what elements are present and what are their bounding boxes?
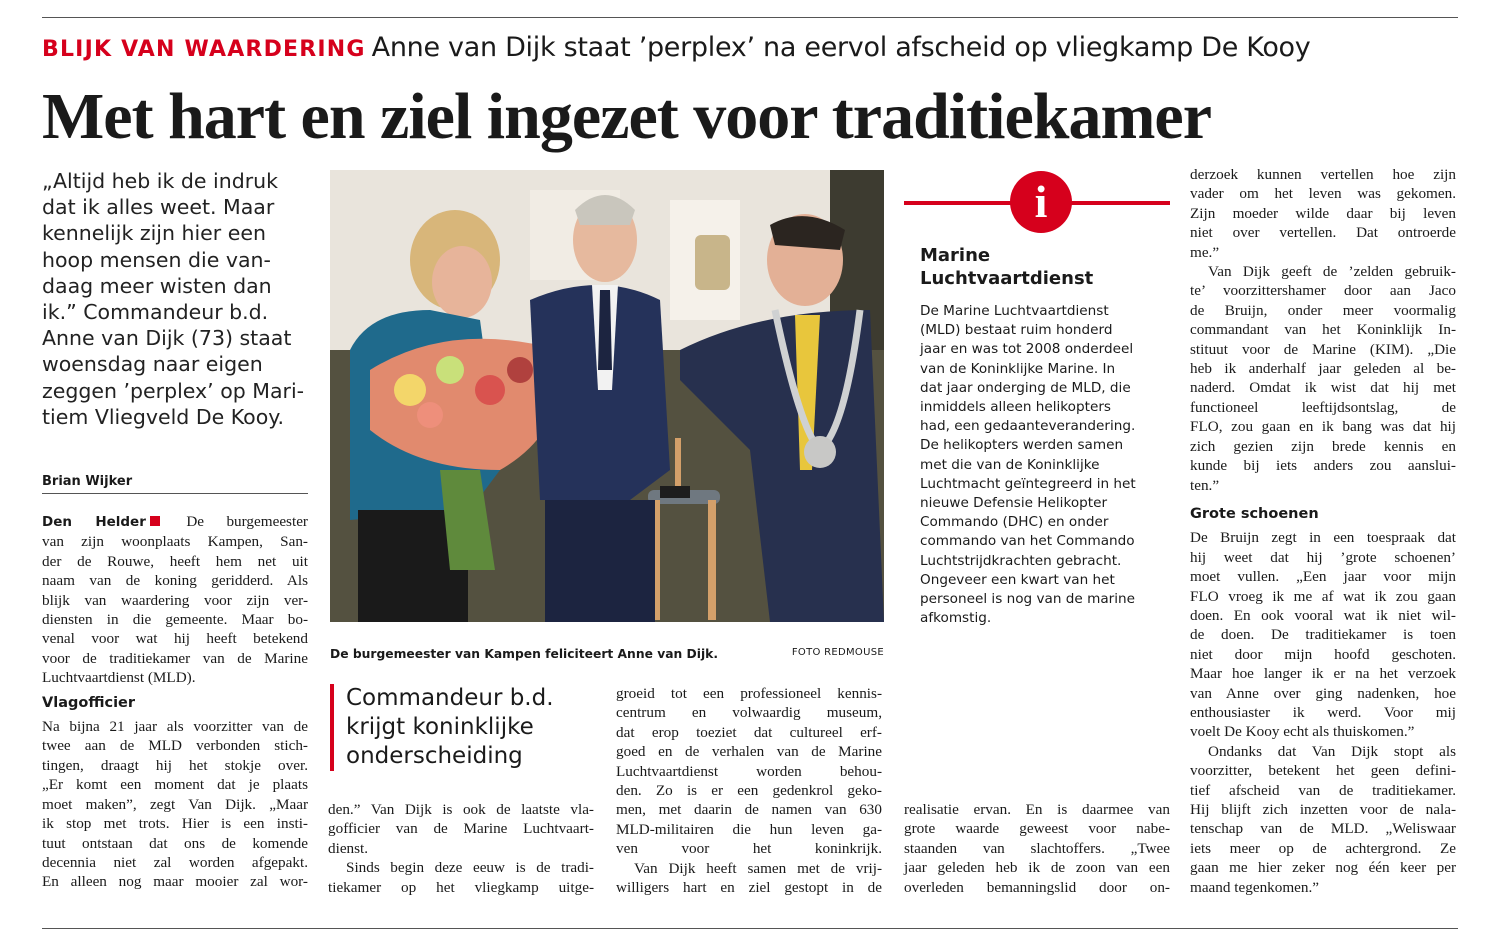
text-line-content: De burgemeester	[163, 513, 308, 530]
text-line: venal voor wat hij heeft betekend	[42, 630, 308, 648]
text-line: der de Rouwe, heeft hem net uit	[42, 552, 308, 570]
text-line: men, met daarin de namen van 630	[616, 801, 882, 819]
text-line: Sinds begin deze eeuw is de tradi-	[346, 859, 594, 877]
text-line: Luchtmacht geïntegreerd in het	[920, 475, 1136, 492]
text-line: daag meer wisten dan	[42, 273, 272, 298]
text-line: (MLD) bestaat ruim honderd	[920, 322, 1113, 339]
text-line: staanden van slachtoffers. „Twee	[904, 839, 1170, 857]
text-line: stituut voor de Marine (KIM). „Die	[1190, 340, 1456, 358]
text-line: den.” Van Dijk is ook de laatste vla-	[328, 801, 594, 818]
text-line: maand tegenkomen.”	[1190, 878, 1320, 896]
text-line: tief afscheid van de traditiekamer.	[1190, 781, 1456, 799]
text-line: realisatie ervan. En is daarmee van	[904, 801, 1170, 818]
caption-text: De burgemeester van Kampen feliciteert Anne van Dijk.	[330, 647, 719, 661]
pull-quote: Commandeur b.d. krijgt koninklijke onderscheiding	[330, 684, 606, 771]
subheadline: Anne van Dijk staat ’perplex’ na eervol afscheid op vliegkamp De Kooy	[371, 32, 1311, 63]
text-line: commandant van het Koninklijk In-	[1190, 321, 1456, 339]
text-line: met die van de Koninklijke	[920, 456, 1100, 473]
text-line: De helikopters werden samen	[920, 437, 1124, 454]
text-line: zich gezien zijn brede kennis en	[1190, 437, 1456, 455]
text-line: moet maken”, zegt Van Dijk. „Maar	[42, 795, 308, 813]
text-line: Luchtvaartdienst (MLD).	[42, 669, 196, 687]
text-line: dat erop toeziet dat cultureel erf-	[616, 723, 882, 741]
text-line: Na bijna 21 jaar als voorzitter van de	[42, 718, 308, 736]
text-line: heb ik anderhalf jaar geleden al be-	[1190, 360, 1456, 378]
dateline: Den Helder	[42, 514, 146, 530]
text-line: vader om het leven was gekomen.	[1190, 185, 1456, 203]
text-line: den. Zo is er een gedenkrol geko-	[616, 782, 882, 800]
byline: Brian Wijker	[42, 474, 308, 494]
photo-illustration	[330, 170, 884, 622]
photo-credit: FOTO REDMOUSE	[791, 647, 884, 658]
text-line: commando van het Commando	[920, 533, 1135, 550]
text-line: Van Dijk geeft de ’zelden gebruik-	[1208, 263, 1456, 281]
text-line: functioneel leeftijdsontslag, de	[1190, 398, 1456, 416]
text-line: van de Koninklijke Marine. In	[920, 360, 1116, 377]
info-box-body	[920, 302, 1170, 628]
text-line: dat jaar onderging de MLD, die	[920, 379, 1131, 396]
text-line: Zijn moeder wilde daar bij leven	[1190, 204, 1456, 222]
text-line: ik stop met trots. Hier is een insti-	[42, 815, 308, 833]
text-line: goed en de verhalen van de Marine	[616, 743, 882, 761]
text-line: naam van de koning geridderd. Als	[42, 572, 308, 590]
column-4	[904, 800, 1170, 897]
text-line: ven voor het koninkrijk.	[616, 840, 882, 858]
red-square-icon	[150, 516, 160, 526]
text-line: van Anne over ging nadenken, hoe	[1190, 684, 1456, 702]
text-line: inmiddels alleen helikopters	[920, 399, 1111, 416]
text-line: „Er komt een moment dat je plaats	[42, 776, 308, 794]
text-line: ik.” Commandeur b.d.	[42, 300, 269, 325]
text-line: de doen. De traditiekamer is toen	[1190, 626, 1456, 644]
kicker: BLIJK VAN WAARDERING	[42, 37, 366, 62]
text-line: decennia niet zal worden afgepakt.	[42, 853, 308, 871]
text-line: tingen, draagt hij het stokje over.	[42, 756, 308, 774]
text-line: MLD-militairen die hun leven ga-	[616, 820, 882, 838]
text-line: Ongeveer een kwart van het	[920, 571, 1115, 588]
text-line: had, een gedaanteverandering.	[920, 418, 1136, 435]
headline: Met hart en ziel ingezet voor traditiekamer	[42, 80, 1212, 153]
text-line: gaan me hier zeker nog één keer per	[1190, 859, 1456, 877]
text-line: personeel is nog van de marine	[920, 591, 1136, 608]
text-line: moet vullen. „Een jaar voor mijn	[1190, 568, 1456, 586]
text-line: twee aan de MLD verbonden stich-	[42, 737, 308, 755]
article-photo	[330, 170, 884, 622]
text-line: tuut ontstaan dat ons de komende	[42, 834, 308, 852]
text-line: groeid tot een professioneel kennis-	[616, 685, 882, 702]
text-line: jaar en was tot 2008 onderdeel	[920, 341, 1134, 358]
info-box-title: Marine Luchtvaartdienst	[920, 245, 1094, 289]
text-line: Van Dijk heeft samen met de vrij-	[634, 859, 882, 877]
text-line: „Altijd heb ik de indruk	[42, 169, 279, 193]
kicker-line	[42, 32, 1462, 63]
bottom-rule	[42, 928, 1458, 929]
top-rule	[42, 17, 1458, 18]
text-line: En alleen nog maar mooier zal wor-	[42, 873, 308, 891]
column-2	[328, 800, 594, 897]
text-line: doen. En ook vooral wat ik niet wil-	[1190, 606, 1456, 624]
text-line: hij weet dat hij ’grote schoenen’	[1190, 548, 1456, 566]
text-line: blijk van waardering voor zijn ver-	[42, 591, 308, 609]
text-line: kennelijk zijn hier een	[42, 221, 266, 246]
text-line: enthousiaster ik werd. Voor mij	[1190, 703, 1456, 721]
text-line: tiekamer op het vliegkamp uitge-	[328, 878, 594, 896]
column-1	[42, 512, 308, 892]
text-line: niet over vertellen. Dat ontroerde	[1190, 224, 1456, 242]
text-line: voor de traditiekamer van de Marine	[42, 649, 308, 667]
text-line: FLO vroeg ik me af wat ik zou gaan	[1190, 587, 1456, 605]
text-line: diensten in die gemeente. Maar bo-	[42, 611, 308, 629]
text-line: niet door mijn hoofd geschoten.	[1190, 645, 1456, 663]
text-line: willigers hart en ziel gestopt in de	[616, 879, 882, 897]
text-line: afkomstig.	[920, 610, 992, 627]
text-line: overleden bemanningslid door on-	[904, 878, 1170, 896]
text-line: Ondanks dat Van Dijk stopt als	[1208, 742, 1456, 760]
text-line: gofficier van de Marine Luchtvaart-	[328, 820, 594, 838]
text-line: Hij blijft zich inzetten voor de nala-	[1190, 801, 1456, 818]
intro	[42, 168, 312, 430]
text-line: naderd. Omdat ik wist dat hij met	[1190, 379, 1456, 397]
text-line: van zijn woonplaats Kampen, San-	[42, 533, 308, 551]
text-line: voorzitter, betekent het geen defini-	[1190, 762, 1456, 780]
text-line: centrum en volwaardig museum,	[616, 704, 882, 722]
text-line: tenschap van de MLD. „Weliswaar	[1190, 820, 1456, 838]
text-line: tiem Vliegveld De Kooy.	[42, 404, 284, 429]
text-line: dat ik alles weet. Maar	[42, 195, 275, 220]
text-line: nieuwe Defensie Helikopter	[920, 495, 1108, 512]
text-line: de Bruijn, onder meer voormalig	[1190, 301, 1456, 319]
text-line: me.”	[1190, 243, 1220, 261]
text-line: dienst.	[328, 839, 369, 857]
text-line: te’ voorzittershamer door aan Jaco	[1190, 282, 1456, 300]
text-line: iets meer op de achtergrond. Ze	[1190, 839, 1456, 857]
text-line: FLO, zou gaan en ik bang was dat hij	[1190, 418, 1456, 436]
text-line: De Bruijn zegt in een toespraak dat	[1190, 529, 1456, 547]
subhead-grote-schoenen: Grote schoenen	[1190, 505, 1319, 522]
text-line: Luchtstrijdkrachten gebracht.	[920, 552, 1122, 569]
text-line: woensdag naar eigen	[42, 352, 263, 377]
text-line: jaar geleden heb ik de zoon van een	[904, 859, 1170, 877]
text-line: Anne van Dijk (73) staat	[42, 326, 292, 351]
text-line: De Marine Luchtvaartdienst	[920, 303, 1109, 319]
info-icon: i	[1010, 171, 1072, 233]
column-5	[1190, 165, 1456, 897]
text-line: Luchtvaartdienst worden behou-	[616, 762, 882, 780]
text-line	[42, 512, 308, 532]
column-3	[616, 684, 882, 897]
text-line: zeggen ’perplex’ op Mari-	[42, 378, 305, 403]
photo-caption	[330, 647, 884, 661]
text-line: grote waarde geweest voor nabe-	[904, 820, 1170, 838]
text-line: hoop mensen die van-	[42, 247, 271, 272]
text-line: voelt De Kooy echt als thuiskomen.”	[1190, 723, 1415, 741]
subhead-vlagofficier: Vlagofficier	[42, 694, 136, 711]
text-line: derzoek kunnen vertellen hoe zijn	[1190, 166, 1456, 183]
text-line: kunde bij iets anders zou aanslui-	[1190, 457, 1456, 475]
text-line: Commando (DHC) en onder	[920, 514, 1109, 531]
text-line: Maar hoe langer ik er na het verzoek	[1190, 665, 1456, 683]
text-line: ten.”	[1190, 476, 1220, 494]
